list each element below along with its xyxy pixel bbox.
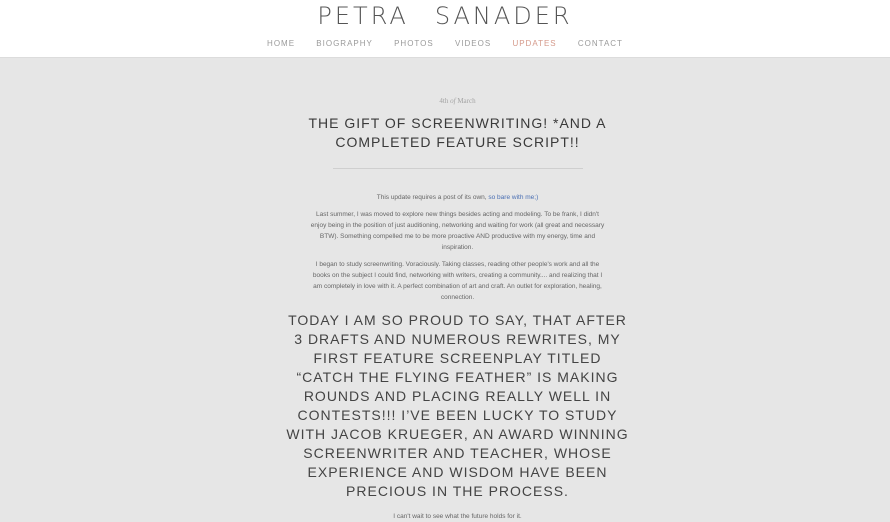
post-article bbox=[285, 96, 630, 522]
nav-biography[interactable]: BIOGRAPHY bbox=[316, 39, 373, 48]
closing-paragraph: I can't wait to see what the future holds for it. bbox=[393, 513, 522, 520]
intro-text: This update requires a post of its own, bbox=[376, 194, 487, 201]
title-divider bbox=[333, 168, 583, 169]
intro-paragraph bbox=[308, 192, 608, 203]
site-header bbox=[0, 0, 890, 58]
nav-updates[interactable]: UPDATES bbox=[512, 39, 557, 48]
logo-first-name: PETRA bbox=[317, 2, 409, 30]
highlight-statement: TODAY I AM SO PROUD TO SAY, THAT AFTER 3 DRAFTS AND NUMEROUS REWRITES, MY FIRST FEATURE SCREENPLAY TITLED “CATCH THE FLYING FEATHER” IS MAKING ROUNDS AND PLACING REALLY WELL IN CONTESTS!!! I’VE BEEN LUCKY TO STUDY WITH JACOB KRUEGER, AN AWARD WINNING SCREENWRITER AND TEACHER, WHOSE EXPERIENCE AND WISDOM HAVE BEEN PRECIOUS IN THE PROCESS. bbox=[286, 312, 629, 499]
nav-contact[interactable]: CONTACT bbox=[577, 39, 623, 48]
main-nav bbox=[0, 39, 890, 49]
post-title: THE GIFT OF SCREENWRITING! *AND A COMPLETED FEATURE SCRIPT!! bbox=[308, 115, 607, 150]
site-logo[interactable] bbox=[0, 2, 890, 30]
intro-link[interactable]: so bare with me;) bbox=[488, 194, 539, 201]
nav-videos[interactable]: VIDEOS bbox=[454, 39, 492, 48]
nav-home[interactable]: HOME bbox=[267, 39, 296, 48]
body-paragraph-2: I began to study screenwriting. Voraciously. Taking classes, reading other people's work and all the books on the subject I could find, networking with writers, creating a community.... and realizing that I am completely in love with it. A perfect combination of art and craft. An outlet for exploration, healing, connection. bbox=[312, 261, 603, 301]
date-day: 4th bbox=[439, 97, 449, 105]
date-month: March bbox=[457, 97, 476, 105]
logo-last-name: SANADER bbox=[434, 2, 573, 30]
nav-photos[interactable]: PHOTOS bbox=[394, 39, 434, 48]
body-paragraph-1: Last summer, I was moved to explore new things besides acting and modeling. To be frank, I didn't enjoy being in the position of just auditioning, networking and waiting for work (all great and necessary BTW). Something compelled me to be more proactive AND productive with my energy, time and inspiration. bbox=[310, 211, 605, 251]
post-date bbox=[285, 96, 630, 108]
date-of: of bbox=[450, 97, 456, 105]
